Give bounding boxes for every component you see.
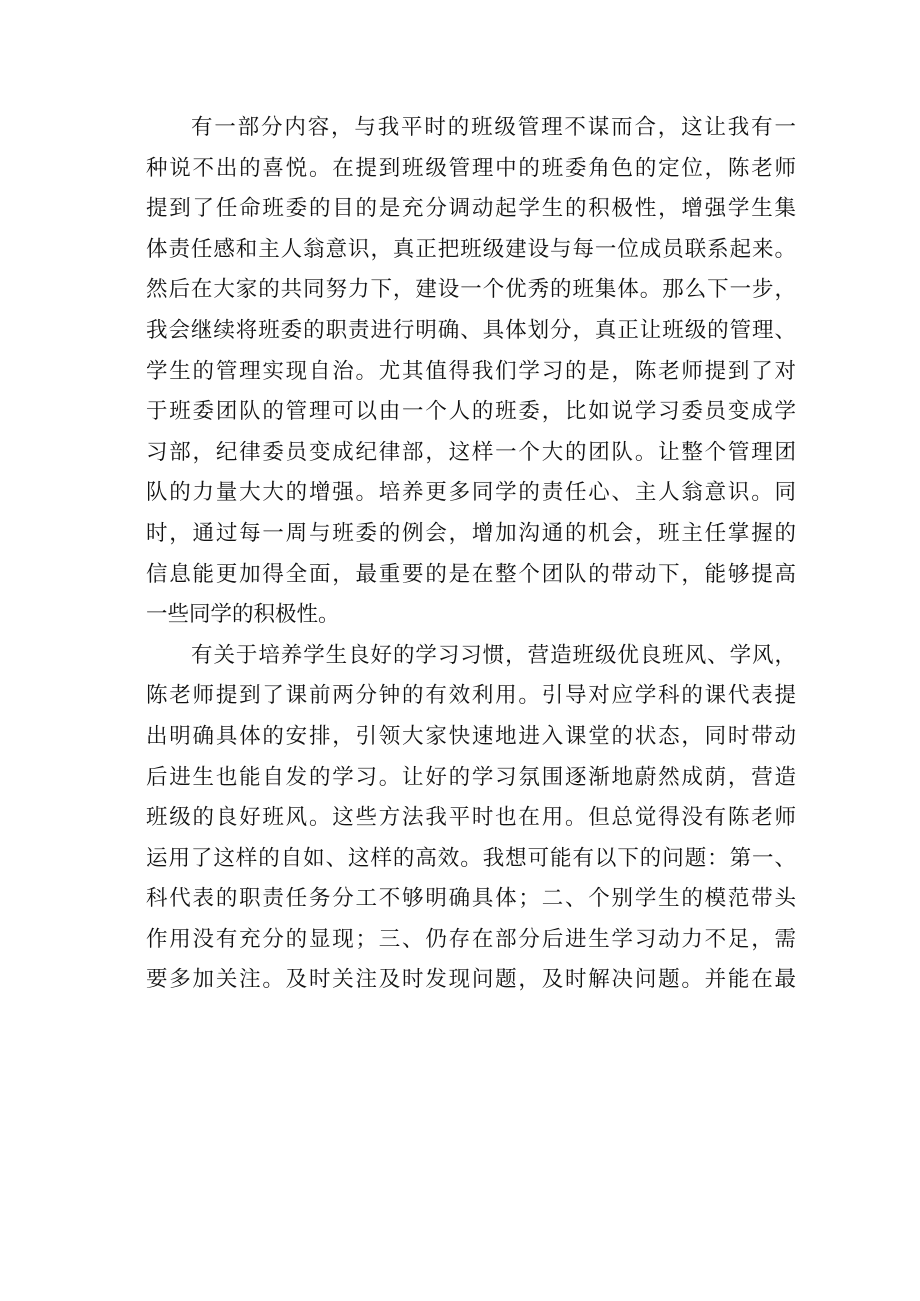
text-line: 后进生也能自发的学习。让好的学习氛围逐渐地蔚然成荫，营造 (146, 764, 796, 790)
text-line: 于班委团队的管理可以由一个人的班委，比如说学习委员变成学 (146, 399, 796, 425)
text-line: 提到了任命班委的目的是充分调动起学生的积极性，增强学生集 (146, 196, 796, 222)
text-line: 陈老师提到了课前两分钟的有效利用。引导对应学科的课代表提 (146, 683, 796, 709)
text-line: 作用没有充分的显现；三、仍存在部分后进生学习动力不足，需 (146, 926, 796, 952)
text-line: 信息能更加得全面，最重要的是在整个团队的带动下，能够提高 (146, 561, 796, 587)
text-line: 习部，纪律委员变成纪律部，这样一个大的团队。让整个管理团 (146, 439, 796, 465)
text-line: 科代表的职责任务分工不够明确具体；二、个别学生的模范带头 (146, 886, 796, 912)
text-line: 要多加关注。及时关注及时发现问题，及时解决问题。并能在最 (146, 967, 796, 993)
text-line: 有一部分内容，与我平时的班级管理不谋而合，这让我有一 (191, 115, 796, 140)
text-line: 学生的管理实现自治。尤其值得我们学习的是，陈老师提到了对 (146, 358, 796, 384)
text-line: 队的力量大大的增强。培养更多同学的责任心、主人翁意识。同 (146, 480, 796, 506)
document-body (146, 108, 796, 1001)
text-line: 班级的良好班风。这些方法我平时也在用。但总觉得没有陈老师 (146, 805, 796, 831)
text-line: 有关于培养学生良好的学习习惯，营造班级优良班风、学风， (191, 642, 796, 668)
paragraph-2 (146, 636, 796, 1001)
paragraph-1 (146, 108, 796, 636)
text-line: 运用了这样的自如、这样的高效。我想可能有以下的问题：第一、 (146, 845, 796, 871)
text-line: 体责任感和主人翁意识，真正把班级建设与每一位成员联系起来。 (146, 236, 796, 262)
text-line: 一些同学的积极性。 (146, 602, 340, 628)
text-line: 然后在大家的共同努力下，建设一个优秀的班集体。那么下一步， (146, 277, 796, 303)
text-line: 种说不出的喜悦。在提到班级管理中的班委角色的定位，陈老师 (146, 155, 796, 181)
text-line: 时，通过每一周与班委的例会，增加沟通的机会，班主任掌握的 (146, 520, 796, 546)
text-line: 我会继续将班委的职责进行明确、具体划分，真正让班级的管理、 (146, 317, 796, 343)
text-line: 出明确具体的安排，引领大家快速地进入课堂的状态，同时带动 (146, 723, 796, 749)
